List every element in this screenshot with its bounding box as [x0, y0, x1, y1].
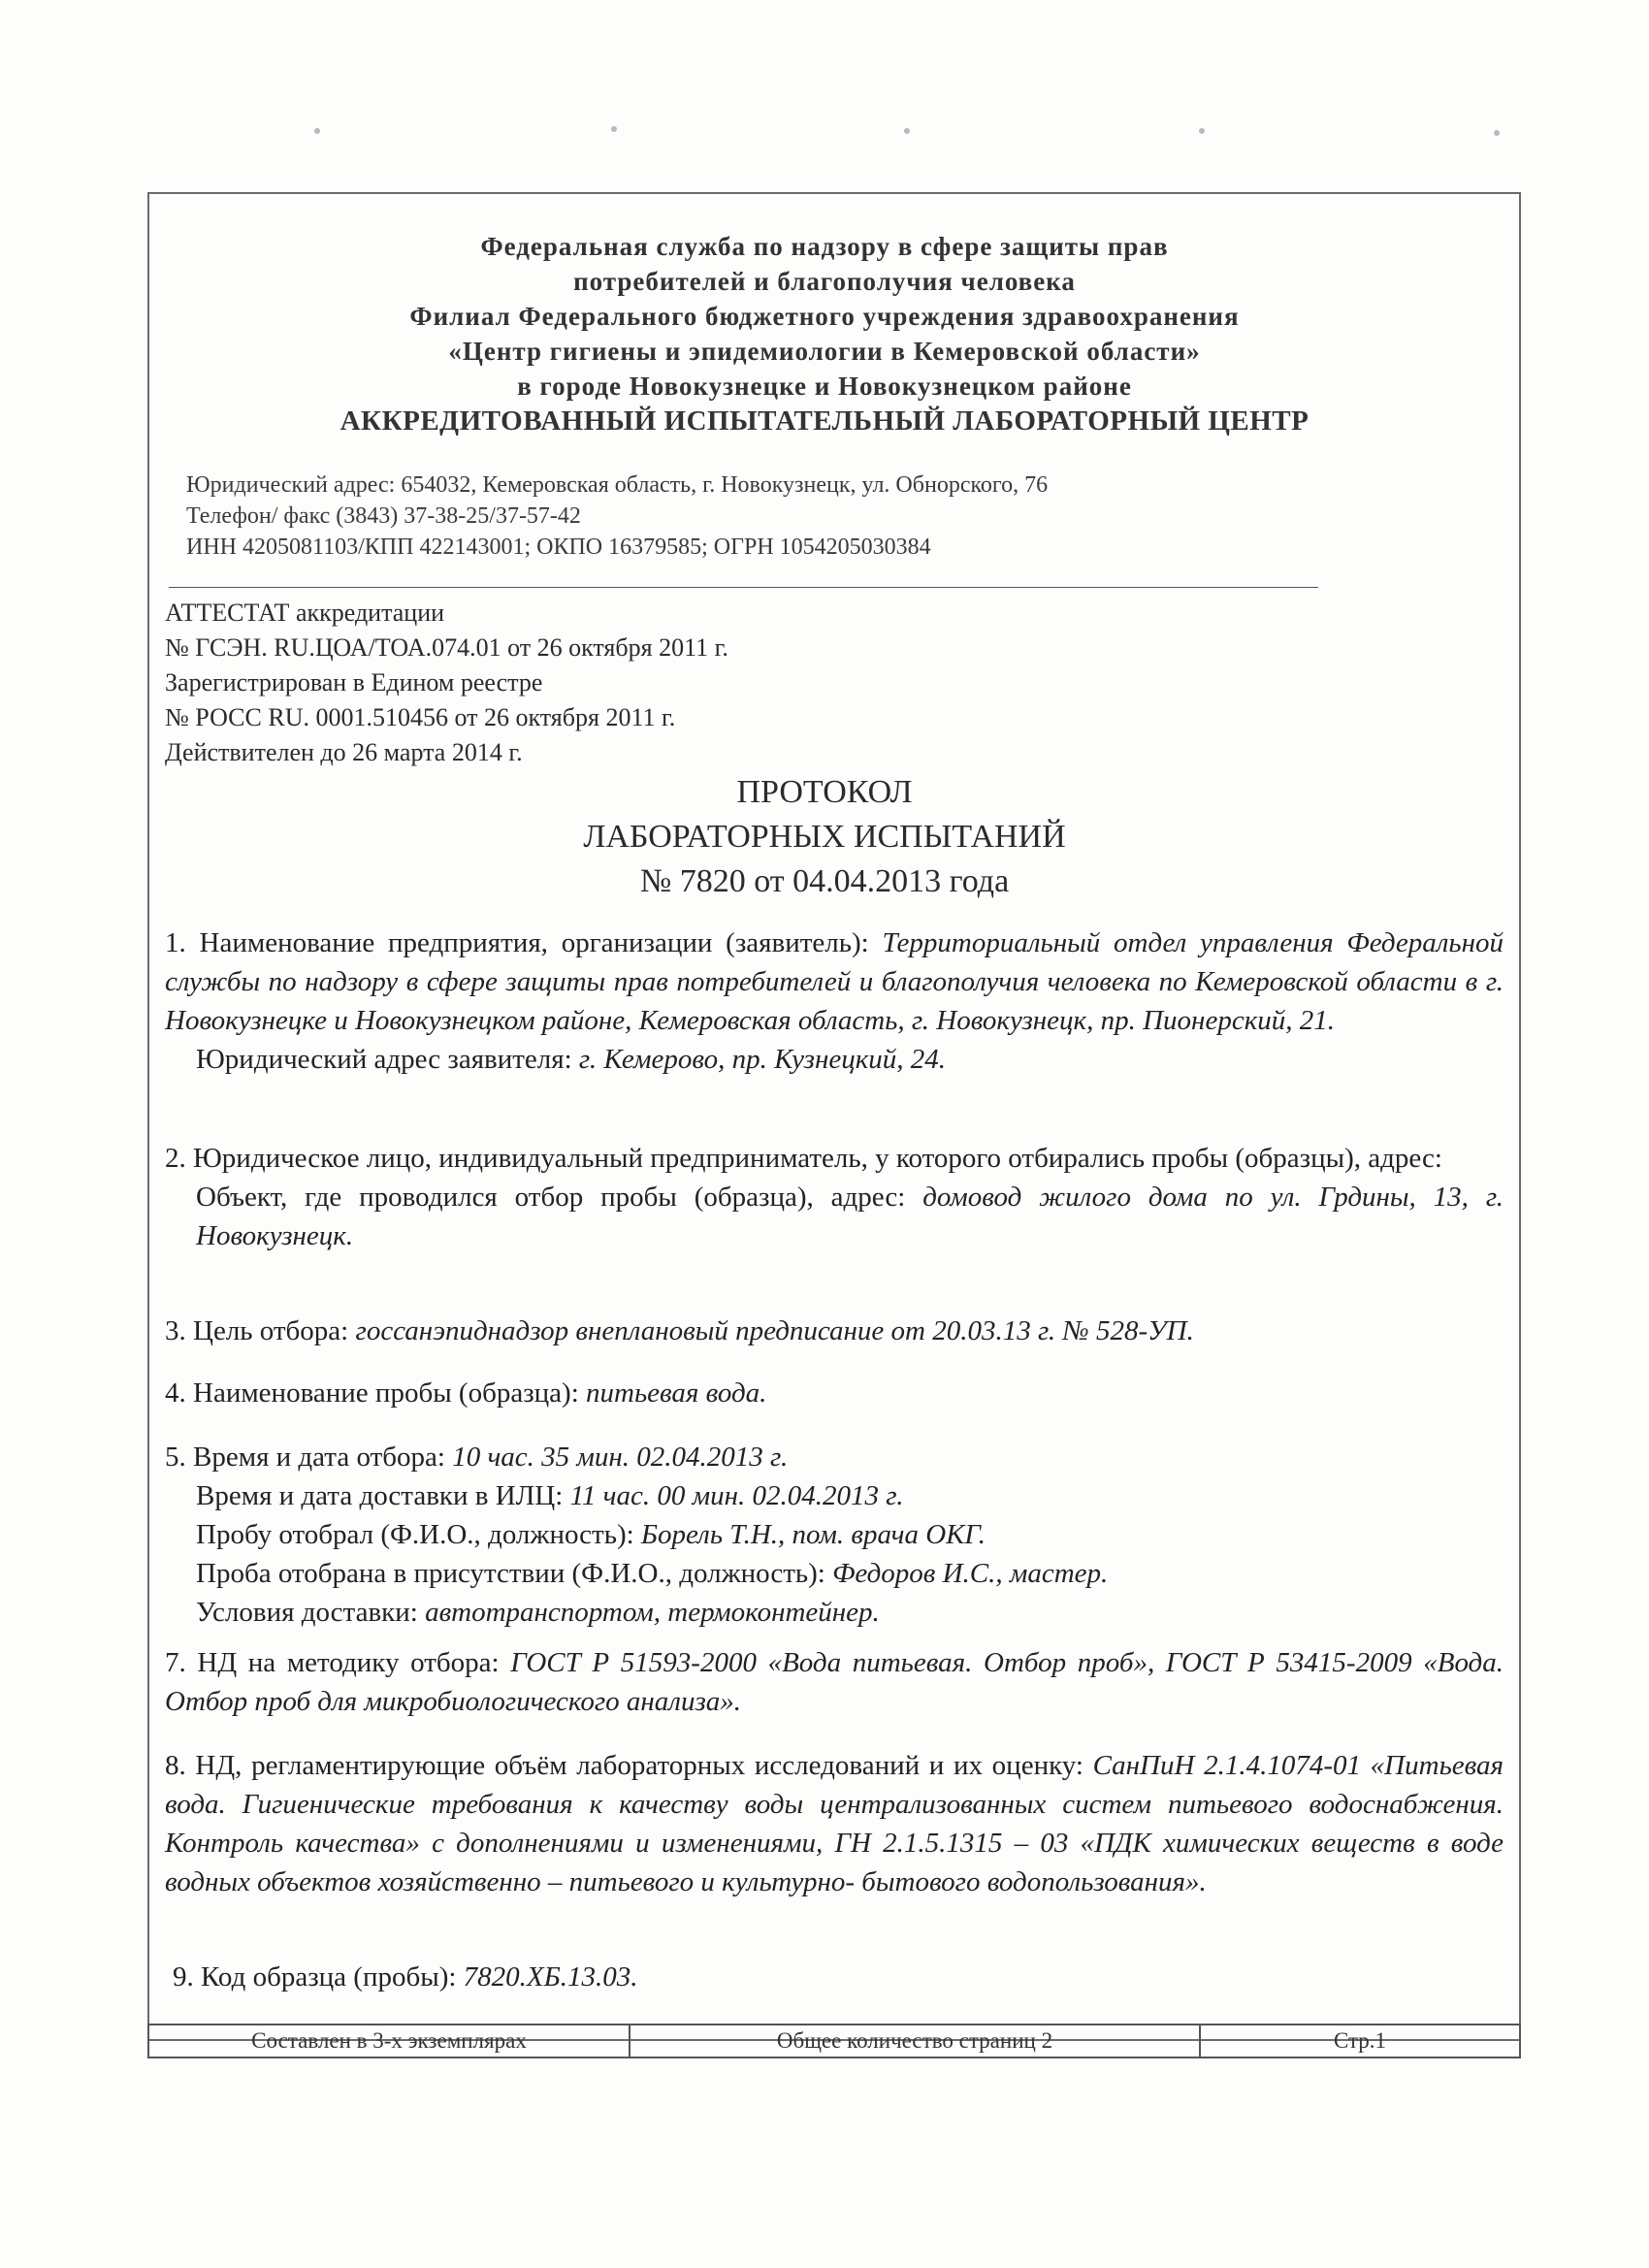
legal-address: Юридический адрес: 654032, Кемеровская область, г. Новокузнецк, ул. Обнорского, 76 — [186, 472, 1049, 498]
organization-header — [0, 229, 1649, 438]
registration-ids: ИНН 4205081103/КПП 422143001; ОКПО 16379585; ОГРН 1054205030384 — [186, 535, 931, 560]
scan-dot — [611, 126, 617, 132]
accreditation-line: № ГСЭН. RU.ЦОА/ТОА.074.01 от 26 октября 2011 г. — [165, 633, 728, 662]
header-line: «Центр гигиены и эпидемиологии в Кемеровской области» — [448, 337, 1201, 366]
contact-block — [186, 470, 1048, 563]
header-line: в городе Новокузнецке и Новокузнецком районе — [517, 372, 1132, 401]
field-value: питьевая вода. — [586, 1377, 767, 1409]
protocol-title — [0, 770, 1649, 904]
scan-dot — [904, 128, 910, 134]
field-value: 10 час. 35 мин. 02.04.2013 г. — [452, 1442, 789, 1473]
lab-center-title: АККРЕДИТОВАННЫЙ ИСПЫТАТЕЛЬНЫЙ ЛАБОРАТОРНЫЙ ЦЕНТР — [340, 405, 1310, 437]
title-line: ПРОТОКОЛ — [736, 774, 913, 810]
sample-name — [165, 1374, 1504, 1412]
scan-dot — [1199, 128, 1205, 134]
field-value: СанПиН 2.1.4.1074-01 «Питьевая вода. Гигиенические требования к качеству воды централизованных систем питьевого водоснабжения. Контроль качества» с дополнениями и изменениями, ГН 2.1.5.1315 – 03 «ПДК химических веществ в воде водных объектов хозяйственно – питьевого и культурно- бытового водопользования». — [165, 1750, 1504, 1897]
header-line: потребителей и благополучия человека — [573, 267, 1076, 296]
field-label: 5. Время и дата отбора: — [165, 1442, 453, 1473]
field-value: г. Кемерово, пр. Кузнецкий, 24. — [578, 1044, 947, 1075]
field-label: 1. Наименование предприятия, организации (заявитель): — [165, 927, 883, 958]
header-line: Федеральная служба по надзору в сфере защиты прав — [480, 232, 1169, 261]
section-9 — [173, 1958, 1511, 1996]
field-label: Пробу отобрал (Ф.И.О., должность): — [196, 1519, 641, 1550]
sampling-time — [165, 1438, 1504, 1476]
accreditation-block — [165, 596, 728, 770]
applicant — [165, 923, 1504, 1040]
field-label: Юридический адрес заявителя: — [196, 1044, 579, 1075]
field-label: 8. НД, регламентирующие объём лабораторных исследований и их оценку: — [165, 1750, 1093, 1781]
legal-entity: 2. Юридическое лицо, индивидуальный предприниматель, у которого отбирались пробы (образцы), адрес: — [165, 1143, 1442, 1174]
field-label: Условия доставки: — [196, 1597, 426, 1628]
page-footer — [147, 2024, 1521, 2058]
section-7 — [165, 1643, 1504, 1721]
scan-dot — [1494, 130, 1500, 136]
applicant-address — [165, 1040, 1504, 1079]
section-1 — [165, 923, 1504, 1079]
sampling-method-nd — [165, 1643, 1504, 1721]
phone-fax: Телефон/ факс (3843) 37-38-25/37-57-42 — [186, 503, 581, 529]
field-value: Борель Т.Н., пом. врача ОКГ. — [640, 1519, 986, 1550]
accreditation-line: Зарегистрирован в Едином реестре — [165, 668, 543, 697]
section-4 — [165, 1374, 1504, 1412]
protocol-number: № 7820 от 04.04.2013 года — [639, 863, 1010, 899]
field-value: ГОСТ Р 51593-2000 «Вода питьевая. Отбор проб», ГОСТ Р 53415-2009 «Вода. Отбор проб для микробиологического анализа». — [165, 1647, 1504, 1717]
field-label: 3. Цель отбора: — [165, 1315, 356, 1346]
accreditation-line: Действителен до 26 марта 2014 г. — [165, 738, 523, 766]
section-8 — [165, 1746, 1504, 1901]
title-line: ЛАБОРАТОРНЫХ ИСПЫТАНИЙ — [583, 819, 1066, 855]
accreditation-line: № РОСС RU. 0001.510456 от 26 октября 2011 г. — [165, 703, 676, 731]
accreditation-line: АТТЕСТАТ аккредитации — [165, 599, 445, 627]
sampling-goal — [165, 1312, 1504, 1350]
scan-dot — [314, 128, 320, 134]
field-label: 4. Наименование пробы (образца): — [165, 1377, 587, 1409]
field-value: Территориальный отдел управления Федеральной службы по надзору в сфере защиты прав потребителей и благополучия человека по Кемеровской области в г. Новокузнецке и Новокузнецком районе, Кемеровская область, г. Новокузнецк, пр. Пионерский, 21. — [165, 927, 1504, 1036]
field-label: Проба отобрана в присутствии (Ф.И.О., должность): — [196, 1558, 833, 1589]
sampled-by — [165, 1515, 1504, 1554]
field-value: Федоров И.С., мастер. — [832, 1558, 1109, 1589]
footer-page-number: Стр.1 — [1333, 2028, 1387, 2053]
field-label: Время и дата доставки в ИЛЦ: — [196, 1480, 570, 1511]
sampling-object — [165, 1178, 1504, 1255]
delivery-time — [165, 1476, 1504, 1515]
field-label: Объект, где проводился отбор пробы (образца), адрес: — [196, 1182, 923, 1213]
field-value: домовод жилого дома по ул. Грдины, 13, г. Новокузнецк. — [196, 1182, 1504, 1251]
regulatory-nd — [165, 1746, 1504, 1901]
footer-page-count: Общее количество страниц 2 — [630, 2025, 1201, 2057]
sampled-in-presence — [165, 1554, 1504, 1593]
section-5 — [165, 1438, 1504, 1632]
sample-code — [173, 1958, 1511, 1996]
header-line: Филиал Федерального бюджетного учреждения здравоохранения — [409, 302, 1240, 331]
field-value: 11 час. 00 мин. 02.04.2013 г. — [569, 1480, 904, 1511]
field-value: автотранспортом, термоконтейнер. — [425, 1597, 880, 1628]
delivery-conditions — [165, 1593, 1504, 1632]
section-2 — [165, 1139, 1504, 1255]
field-value: 7820.ХБ.13.03. — [463, 1961, 638, 1993]
field-label: 9. Код образца (пробы): — [173, 1961, 464, 1993]
divider — [169, 587, 1318, 588]
footer-copies: Составлен в 3-х экземплярах — [149, 2025, 630, 2057]
field-label: 7. НД на методику отбора: — [165, 1647, 511, 1678]
section-3 — [165, 1312, 1504, 1350]
field-value: госсанэпиднадзор внеплановый предписание от 20.03.13 г. № 528-УП. — [355, 1315, 1194, 1346]
